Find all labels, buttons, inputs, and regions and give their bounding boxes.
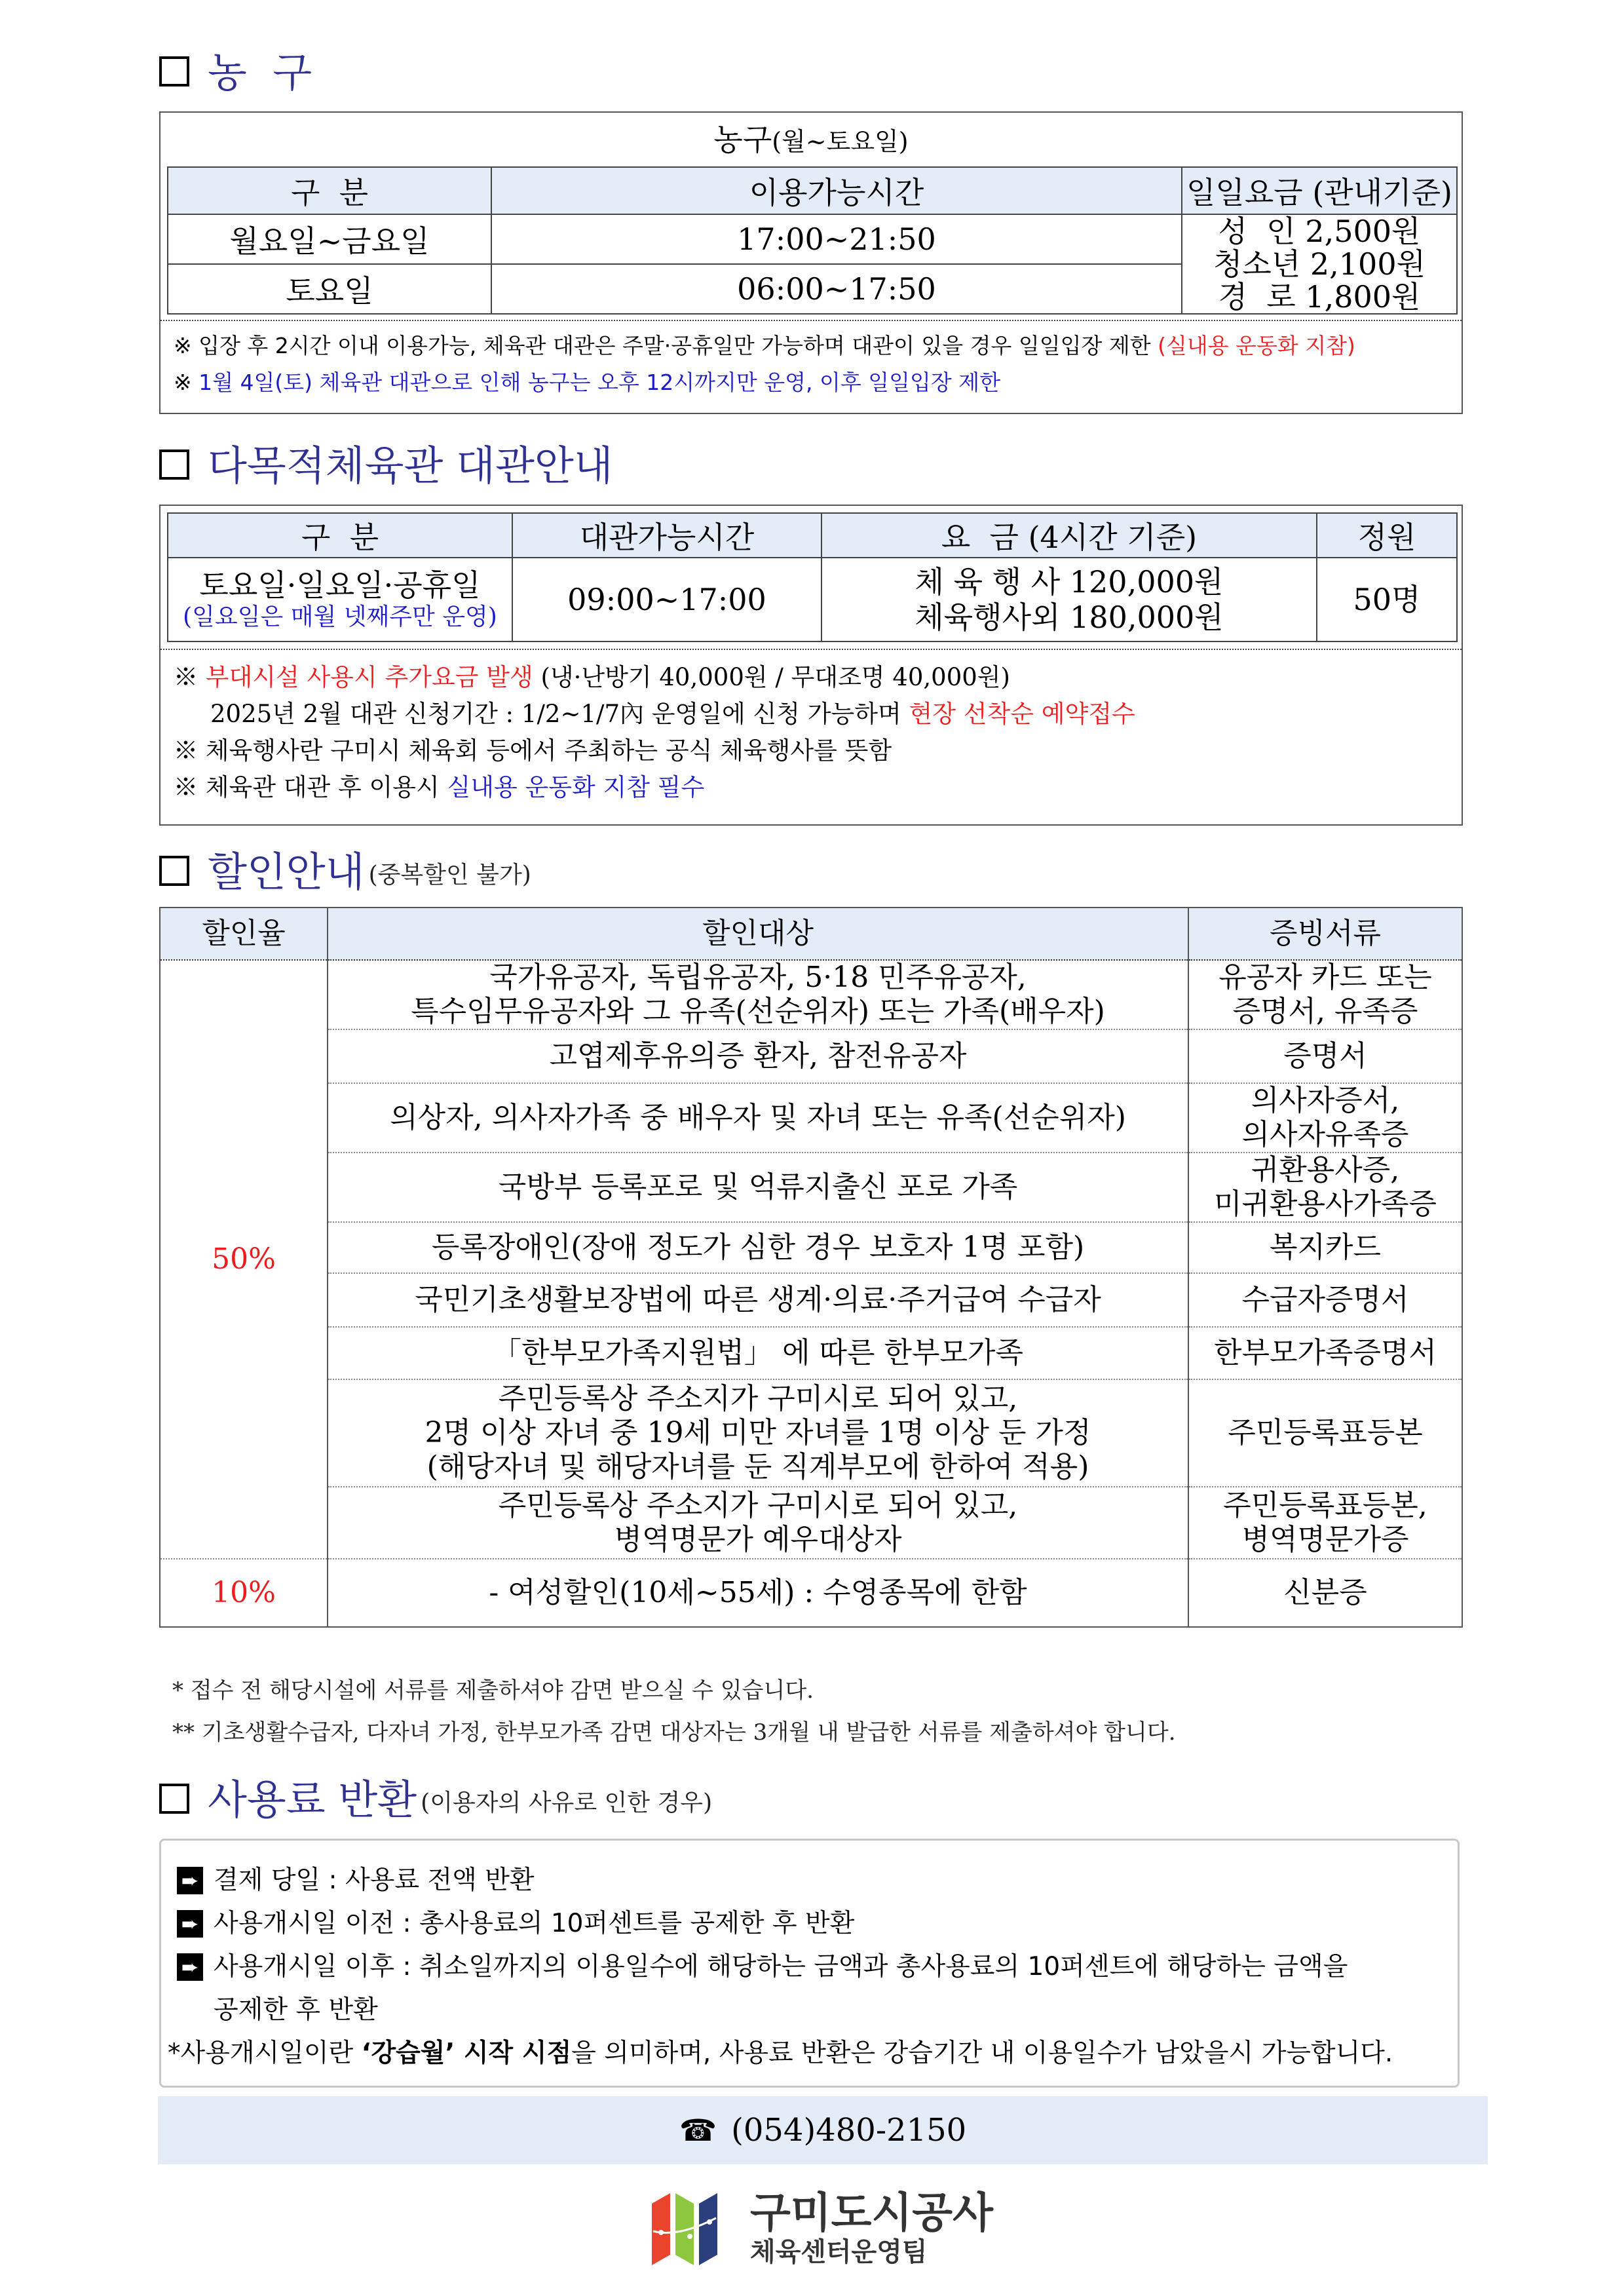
doc-line: 수급자증명서 [1241, 1283, 1409, 1316]
target-line: 국가유공자, 독립유공자, 5·18 민주유공자, [489, 961, 1027, 994]
fee-youth: 청소년 2,100원 [1213, 246, 1426, 282]
note-bold: ‘강습월’ 시작 시점 [361, 2038, 572, 2068]
header-time: 이용가능시간 [491, 167, 1182, 214]
logo-mark-icon [652, 2193, 730, 2265]
doc-line: 귀환용사증, [1251, 1153, 1400, 1187]
header-rate: 할인율 [160, 908, 328, 960]
table-row [160, 1273, 1462, 1327]
table-row [168, 558, 1457, 641]
header-category: 구 분 [168, 167, 491, 214]
refund-box [159, 1839, 1460, 2088]
discount-rows [160, 960, 1462, 1627]
target-line: 주민등록상 주소지가 구미시로 되어 있고, [498, 1489, 1018, 1522]
note-line [174, 364, 1448, 401]
note-mark: ※ [174, 663, 206, 691]
table-row [160, 1559, 1462, 1627]
table-row [168, 214, 1457, 264]
doc-line: 의사자유족증 [1241, 1118, 1409, 1151]
discount-doc [1188, 960, 1462, 1029]
basketball-frame [159, 111, 1463, 414]
header-target: 할인대상 [328, 908, 1188, 960]
refund-item [177, 1945, 1445, 1989]
note-highlight: 실내용 운동화 지참 필수 [447, 773, 705, 801]
discount-target [328, 1379, 1188, 1487]
section-title-text: 농 구 [208, 48, 312, 96]
discount-target [328, 1273, 1188, 1327]
contact-band [158, 2096, 1488, 2164]
header-capacity: 정원 [1317, 513, 1457, 558]
basketball-table [167, 166, 1458, 315]
note-highlight: 1월 4일(토) 체육관 대관으로 인해 농구는 오후 12시까지만 운영, 이후 일일입장 제한 [198, 370, 1000, 395]
discount-doc [1188, 1487, 1462, 1559]
target-line: 의상자, 의사자가족 중 배우자 및 자녀 또는 유족(선순위자) [390, 1101, 1126, 1134]
discount-target [328, 1153, 1188, 1222]
discount-table [159, 907, 1463, 1628]
note-line [174, 659, 1448, 696]
footnote-1: * 접수 전 해당시설에 서류를 제출하셔야 감면 받으실 수 있습니다. [172, 1677, 814, 1704]
target-line: 국방부 등록포로 및 억류지출신 포로 가족 [498, 1170, 1018, 1204]
discount-doc: 신분증 [1188, 1559, 1462, 1627]
footnote-2: ** 기초생활수급자, 다자녀 가정, 한부모가족 감면 대상자는 3개월 내 발급한 서류를 제출하셔야 합니다. [172, 1719, 1176, 1746]
discount-doc [1188, 1153, 1462, 1222]
target-line: 주민등록상 주소지가 구미시로 되어 있고, [498, 1382, 1018, 1415]
section-title-discount [159, 848, 531, 896]
doc-line: 의사자증서, [1251, 1084, 1400, 1117]
discount-doc [1188, 1379, 1462, 1487]
discount-rate-10: 10% [160, 1559, 328, 1627]
day-cell: 월요일~금요일 [168, 214, 491, 264]
section-title-text: 다목적체육관 대관안내 [208, 442, 613, 489]
note-mark: ※ [174, 370, 199, 395]
header-time: 대관가능시간 [512, 513, 821, 558]
checkbox-square-icon [159, 450, 189, 480]
target-line: 특수임무유공자와 그 유족(선순위자) 또는 가족(배우자) [411, 995, 1105, 1028]
table-row [160, 1153, 1462, 1222]
doc-line: 증명서, 유족증 [1232, 995, 1418, 1028]
day-cell [168, 558, 512, 641]
phone-number[interactable]: (054)480-2150 [731, 2112, 967, 2149]
target-line: 국민기초생활보장법에 따른 생계·의료·주거급여 수급자 [415, 1283, 1101, 1316]
table-row [160, 1222, 1462, 1273]
table-header-row [160, 908, 1462, 960]
day-note: (일요일은 매월 넷째주만 운영) [183, 603, 497, 630]
note-text: 2025년 2월 대관 신청기간 : 1/2~1/7內 운영일에 신청 가능하며 [210, 700, 909, 728]
header-category: 구 분 [168, 513, 512, 558]
checkbox-square-icon [159, 1784, 189, 1814]
discount-target [328, 1327, 1188, 1379]
refund-text: 결제 당일 : 사용료 전액 반환 [214, 1866, 535, 1895]
target-line: (해당자녀 및 해당자녀를 둔 직계부모에 한하여 적용) [426, 1450, 1089, 1483]
table-header-row [168, 513, 1457, 558]
rental-notes [161, 649, 1462, 809]
refund-note [168, 2032, 1445, 2075]
doc-line: 한부모가족증명서 [1213, 1336, 1437, 1369]
note-text: *사용개시일이란 [168, 2038, 362, 2068]
refund-item [177, 1902, 1445, 1945]
doc-line: 증명서 [1283, 1039, 1367, 1073]
table-row [160, 1083, 1462, 1153]
discount-doc [1188, 1327, 1462, 1379]
section-title-text: 할인안내 [208, 848, 365, 896]
note-text: ※ 체육관 대관 후 이용시 [174, 773, 447, 801]
table-row [160, 1379, 1462, 1487]
header-fee: 일일요금 (관내기준) [1182, 167, 1457, 214]
note-highlight: (실내용 운동화 지참) [1158, 333, 1355, 358]
note-line [174, 328, 1448, 364]
header-docs: 증빙서류 [1188, 908, 1462, 960]
table-title-sub: (월~토요일) [772, 127, 909, 156]
logo-text [750, 2191, 993, 2268]
day-text: 토요일·일요일·공휴일 [199, 567, 481, 603]
doc-line: 주민등록표등본 [1228, 1416, 1423, 1449]
fee-senior: 경 로 1,800원 [1218, 279, 1421, 315]
table-row [160, 1487, 1462, 1559]
note-highlight: 현장 선착순 예약접수 [909, 700, 1135, 728]
doc-line: 주민등록표등본, [1223, 1489, 1427, 1522]
target-line: 병역명문가 예우대상자 [614, 1523, 902, 1556]
org-name: 구미도시공사 [750, 2189, 993, 2238]
time-cell: 09:00~17:00 [512, 558, 821, 641]
table-title-main: 농구 [713, 122, 772, 157]
discount-doc [1188, 1273, 1462, 1327]
refund-item [177, 1859, 1445, 1902]
fee-event: 체 육 행 사 120,000원 [915, 564, 1224, 600]
discount-target [328, 1222, 1188, 1273]
note-highlight: 부대시설 사용시 추가요금 발생 [205, 663, 533, 691]
table-row [160, 1029, 1462, 1083]
section-title-text: 사용료 반환 [208, 1776, 417, 1824]
basketball-table-title [161, 113, 1462, 166]
discount-doc [1188, 1083, 1462, 1153]
refund-text: 사용개시일 이후 : 취소일까지의 이용일수에 해당하는 금액과 총사용료의 10퍼센트에 해당하는 금액을 [214, 1952, 1348, 1981]
table-row [160, 1327, 1462, 1379]
note-text: 을 의미하며, 사용료 반환은 강습기간 내 이용일수가 남았을시 가능합니다. [571, 2038, 1393, 2068]
discount-rate-50: 50% [160, 960, 328, 1559]
day-cell: 토요일 [168, 264, 491, 314]
team-name: 체육센터운영팀 [750, 2237, 928, 2267]
rental-table [167, 512, 1458, 642]
discount-target [328, 1487, 1188, 1559]
note-text: (냉·난방기 40,000원 / 무대조명 40,000원) [533, 663, 1010, 691]
fee-adult: 성 인 2,500원 [1218, 214, 1421, 249]
doc-line: 유공자 카드 또는 [1218, 961, 1432, 994]
target-line: 2명 이상 자녀 중 19세 미만 자녀를 1명 이상 둔 가정 [425, 1416, 1091, 1449]
time-cell: 06:00~17:50 [491, 264, 1182, 314]
fee-nonevent: 체육행사외 180,000원 [915, 600, 1224, 635]
section-subtitle: (중복할인 불가) [368, 862, 531, 889]
doc-line: 미귀환용사가족증 [1213, 1187, 1437, 1221]
target-line: 「한부모가족지원법」 에 따른 한부모가족 [492, 1336, 1024, 1369]
target-line: 고엽제후유의증 환자, 참전유공자 [549, 1039, 967, 1073]
table-row [160, 960, 1462, 1029]
checkbox-square-icon [159, 56, 189, 86]
table-header-row [168, 167, 1457, 214]
header-fee: 요 금 (4시간 기준) [821, 513, 1317, 558]
discount-target [328, 1083, 1188, 1153]
section-title-basketball [159, 48, 312, 96]
refund-text-continued: 공제한 후 반환 [214, 1995, 378, 2025]
rental-frame [159, 505, 1463, 826]
discount-target [328, 1029, 1188, 1083]
section-subtitle: (이용자의 사유로 인한 경우) [421, 1789, 713, 1816]
note-line [174, 769, 1448, 806]
fee-cell [1182, 214, 1457, 314]
discount-target [328, 960, 1188, 1029]
arrow-right-icon: ➨ [177, 1910, 203, 1938]
section-title-refund [159, 1776, 713, 1824]
arrow-right-icon: ➨ [177, 1953, 203, 1981]
discount-doc [1188, 1222, 1462, 1273]
target-line: 등록장애인(장애 정도가 심한 경우 보호자 1명 포함) [431, 1231, 1085, 1264]
time-cell: 17:00~21:50 [491, 214, 1182, 264]
doc-line: 병역명문가증 [1241, 1523, 1409, 1556]
refund-text: 사용개시일 이전 : 총사용료의 10퍼센트를 공제한 후 반환 [214, 1909, 855, 1938]
discount-target: - 여성할인(10세~55세) : 수영종목에 한함 [328, 1559, 1188, 1627]
note-line [174, 696, 1448, 733]
note-line: ※ 체육행사란 구미시 체육회 등에서 주최하는 공식 체육행사를 뜻함 [174, 737, 892, 765]
section-title-rental [159, 442, 613, 489]
discount-doc [1188, 1029, 1462, 1083]
basketball-notes [161, 320, 1462, 406]
fee-cell [821, 558, 1317, 641]
checkbox-square-icon [159, 856, 189, 886]
telephone-icon: ☎ [679, 2113, 717, 2148]
note-text: ※ 입장 후 2시간 이내 이용가능, 체육관 대관은 주말·공휴일만 가능하며 대관이 있을 경우 일일입장 제한 [174, 333, 1158, 358]
capacity-cell: 50명 [1317, 558, 1457, 641]
organization-logo [652, 2191, 993, 2268]
doc-line: 복지카드 [1269, 1231, 1381, 1264]
arrow-right-icon: ➨ [177, 1867, 203, 1894]
